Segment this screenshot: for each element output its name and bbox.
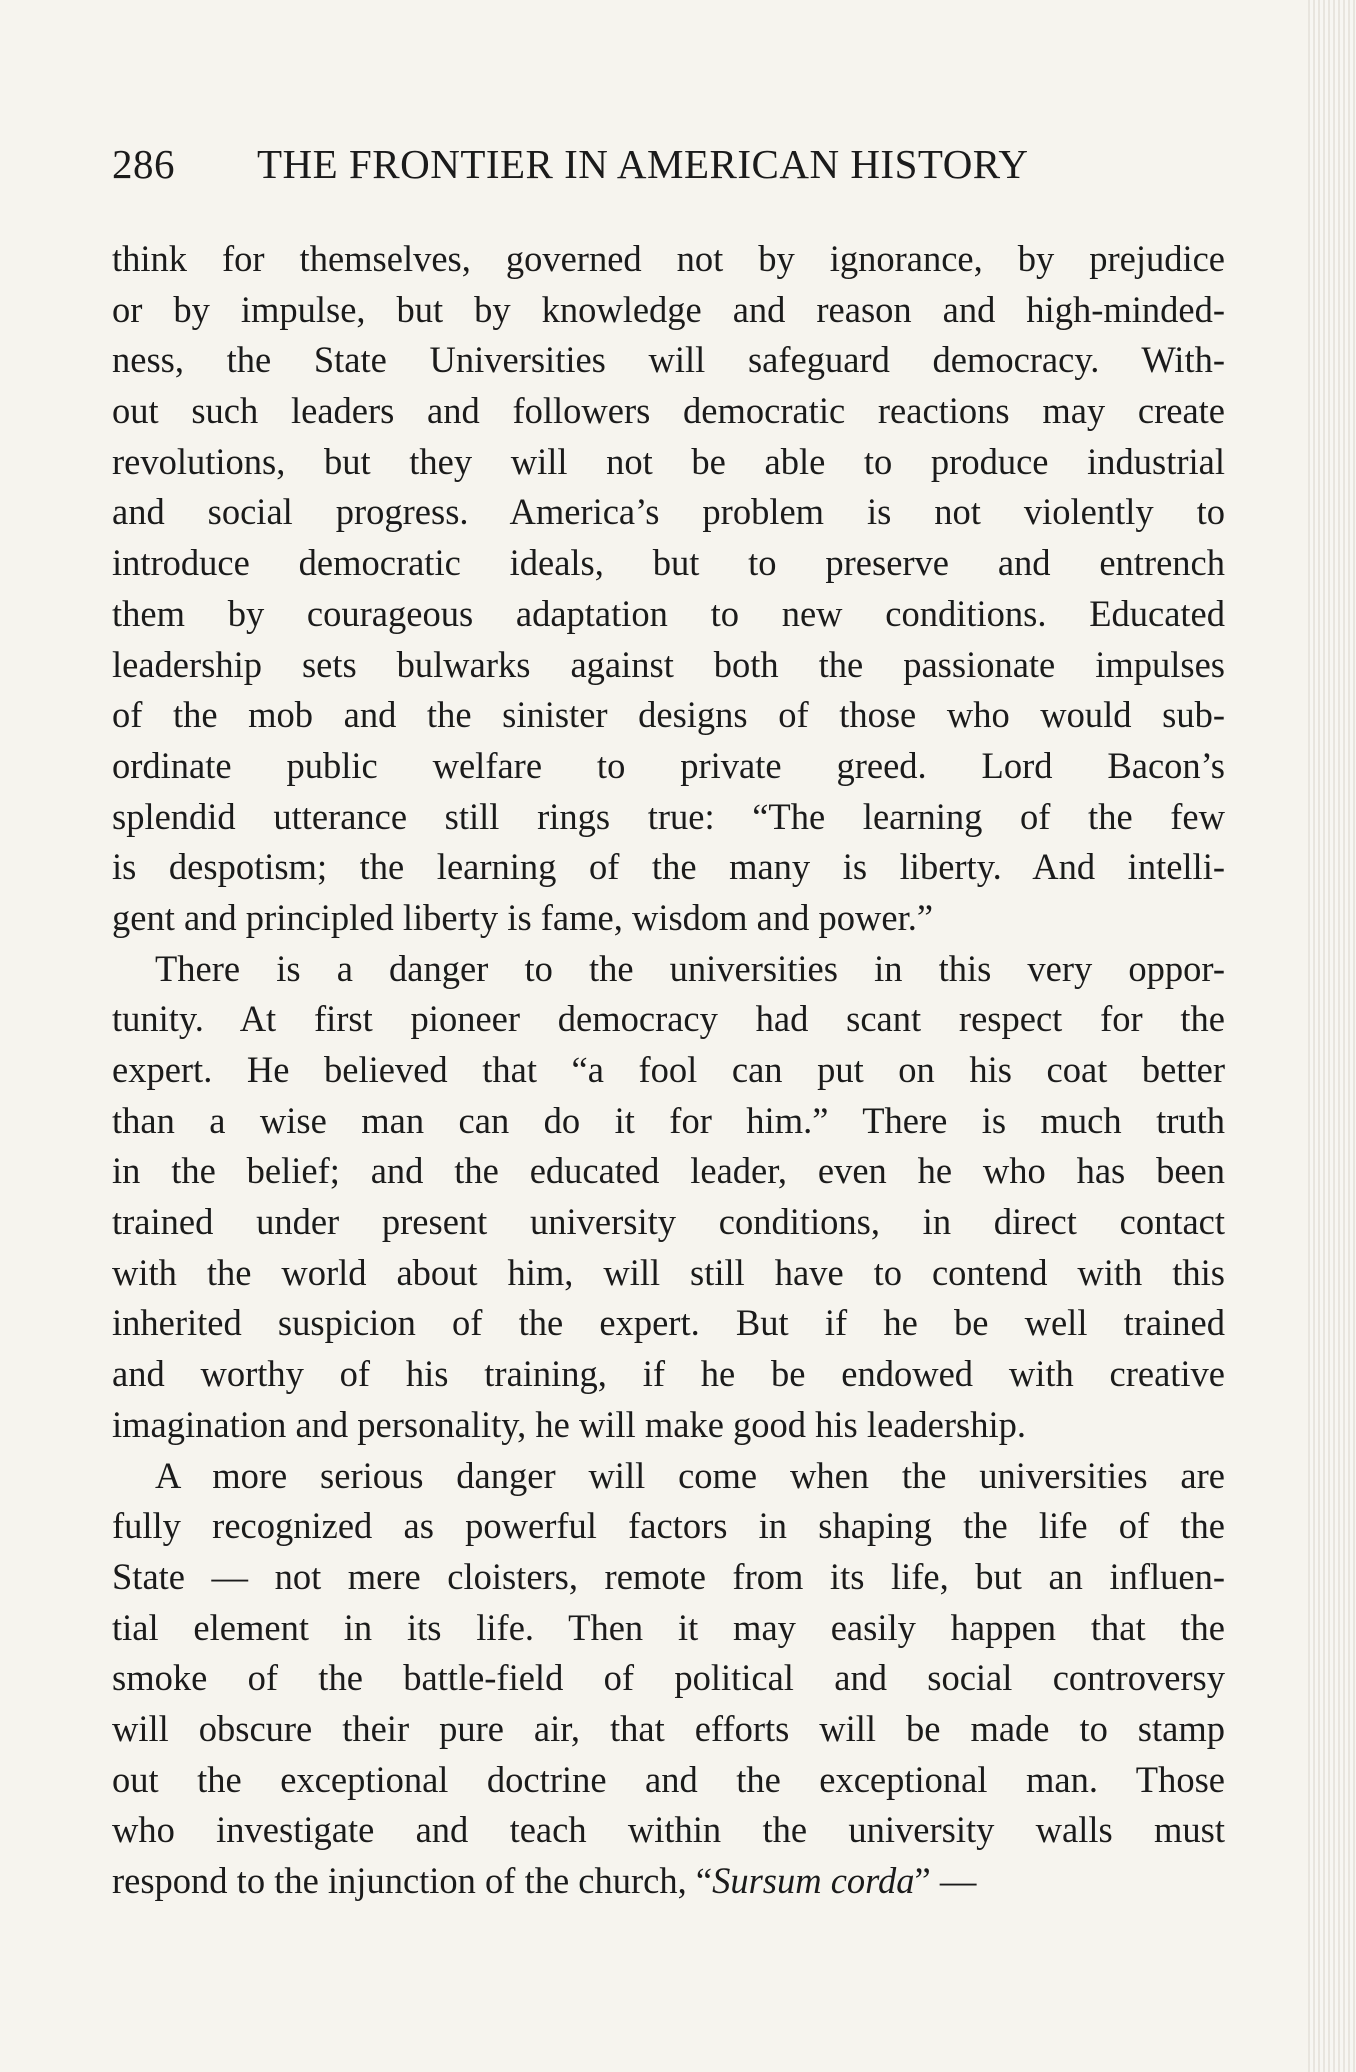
text-line: fully recognized as powerful factors in shaping the life of the <box>112 1505 1225 1547</box>
text-line: revolutions, but they will not be able to produce industrial <box>112 440 1225 482</box>
text-line: of the mob and the sinister designs of those who would sub- <box>112 694 1225 736</box>
text-line: who investigate and teach within the university walls must <box>112 1809 1225 1851</box>
text-line: introduce democratic ideals, but to preserve and entrench <box>112 542 1225 584</box>
text-line: imagination and personality, he will make good his leadership. <box>112 1403 1026 1445</box>
text-line: trained under present university conditions, in direct contact <box>112 1201 1225 1243</box>
text-line: with the world about him, will still have to contend with this <box>112 1251 1225 1293</box>
text-line: expert. He believed that “a fool can put on his coat better <box>112 1049 1225 1090</box>
body-text <box>112 234 1225 1907</box>
text-line: leadership sets bulwarks against both the passionate impulses <box>112 643 1225 685</box>
text-line: There is a danger to the universities in this very oppor- <box>155 947 1225 989</box>
text-line: smoke of the battle-field of political and social controversy <box>112 1657 1225 1699</box>
running-head <box>112 140 1232 200</box>
text-line: out such leaders and followers democratic reactions may create <box>112 390 1225 432</box>
running-title: THE FRONTIER IN AMERICAN HISTORY <box>257 141 1029 187</box>
text-line: and social progress. America’s problem is not violently to <box>112 491 1225 533</box>
text-line: tunity. At first pioneer democracy had scant respect for the <box>112 998 1225 1040</box>
text-line: A more serious danger will come when the universities are <box>155 1454 1225 1496</box>
text-line: and worthy of his training, if he be endowed with creative <box>112 1353 1225 1395</box>
text-line: in the belief; and the educated leader, even he who has been <box>112 1150 1225 1192</box>
text-line: or by impulse, but by knowledge and reason and high-minded- <box>112 288 1225 330</box>
text-line: splendid utterance still rings true: “The learning of the few <box>112 795 1225 837</box>
text-line: tial element in its life. Then it may easily happen that the <box>112 1606 1225 1648</box>
text-line: them by courageous adaptation to new conditions. Educated <box>112 592 1225 634</box>
text-line: think for themselves, governed not by ignorance, by prejudice <box>112 238 1225 279</box>
text-line-last <box>112 1856 1225 1907</box>
text-fragment: ” — <box>914 1860 977 1901</box>
page-edge-shadow <box>1308 0 1356 2072</box>
text-line: gent and principled liberty is fame, wisdom and power.” <box>112 896 934 938</box>
text-line: inherited suspicion of the expert. But if he be well trained <box>112 1302 1225 1344</box>
latin-phrase: Sursum corda <box>712 1860 915 1901</box>
text-line: ness, the State Universities will safeguard democracy. With- <box>112 339 1225 381</box>
text-fragment: respond to the injunction of the church, “ <box>112 1860 713 1901</box>
text-line: than a wise man can do it for him.” There is much truth <box>112 1099 1225 1141</box>
text-line: ordinate public welfare to private greed. Lord Bacon’s <box>112 744 1225 786</box>
text-line: is despotism; the learning of the many is liberty. And intelli- <box>112 846 1225 888</box>
page-number: 286 <box>112 141 175 187</box>
text-line: State — not mere cloisters, remote from its life, but an influen- <box>112 1555 1225 1597</box>
text-line: will obscure their pure air, that efforts will be made to stamp <box>112 1707 1225 1749</box>
text-line: out the exceptional doctrine and the exceptional man. Those <box>112 1758 1225 1800</box>
